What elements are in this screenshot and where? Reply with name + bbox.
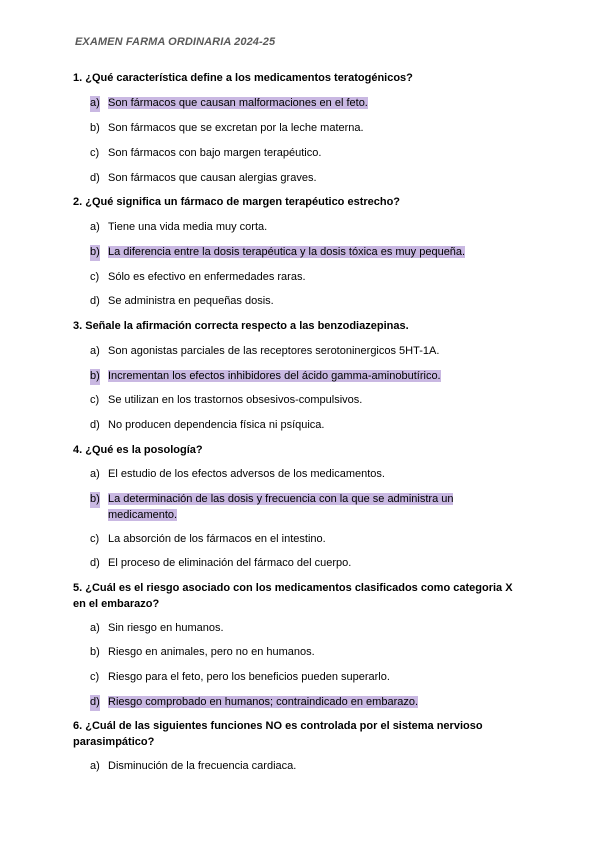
question-4-option-b <box>90 492 480 523</box>
option-text: Son fármacos que causan malformaciones en el feto. <box>108 97 368 109</box>
question-1-option-c <box>90 146 480 162</box>
question-1-title: 1. ¿Qué característica define a los medicamentos teratogénicos? <box>73 72 413 84</box>
question-5-option-d <box>90 695 480 711</box>
option-text: No producen dependencia física ni psíquica. <box>108 419 325 431</box>
question-6-option-a <box>90 759 480 775</box>
option-text: Riesgo para el feto, pero los beneficios pueden superarlo. <box>108 671 390 683</box>
question-1-option-b <box>90 121 480 137</box>
question-2-option-c <box>90 270 480 286</box>
option-letter: b) <box>90 245 100 261</box>
option-text: Disminución de la frecuencia cardiaca. <box>108 760 297 772</box>
option-text: Riesgo comprobado en humanos; contraindicado en embarazo. <box>108 696 419 708</box>
question-6-title: 6. ¿Cuál de las siguientes funciones NO es controlada por el sistema nervioso parasimpático? <box>73 720 483 748</box>
option-text: Tiene una vida media muy corta. <box>108 221 268 233</box>
option-letter: a) <box>90 622 100 634</box>
option-letter: a) <box>90 760 100 772</box>
question-4-option-c <box>90 532 480 548</box>
option-text: La determinación de las dosis y frecuencia con la que se administra un medicamento. <box>108 493 454 521</box>
option-text: Son fármacos que se excretan por la leche materna. <box>108 122 364 134</box>
question-3-option-a <box>90 344 480 360</box>
option-text: Son fármacos que causan alergias graves. <box>108 172 317 184</box>
option-text: Sin riesgo en humanos. <box>108 622 224 634</box>
question-3-option-d <box>90 418 480 434</box>
option-letter: c) <box>90 671 100 683</box>
option-text: Son agonistas parciales de las receptores serotoninergicos 5HT-1A. <box>108 345 440 357</box>
option-letter: b) <box>90 492 100 508</box>
option-letter: c) <box>90 147 100 159</box>
option-text: Riesgo en animales, pero no en humanos. <box>108 646 315 658</box>
question-3-option-b <box>90 369 480 385</box>
question-2-title: 2. ¿Qué significa un fármaco de margen terapéutico estrecho? <box>73 196 401 208</box>
option-letter: d) <box>90 695 100 711</box>
question-4-option-a <box>90 467 480 483</box>
question-1-option-a <box>90 96 480 112</box>
question-2-option-d <box>90 294 480 310</box>
option-text: El estudio de los efectos adversos de los medicamentos. <box>108 468 385 480</box>
option-text: Se administra en pequeñas dosis. <box>108 295 274 307</box>
option-letter: d) <box>90 172 100 184</box>
option-letter: a) <box>90 345 100 357</box>
question-3-title: 3. Señale la afirmación correcta respecto a las benzodiazepinas. <box>73 320 409 332</box>
option-text: Son fármacos con bajo margen terapéutico. <box>108 147 322 159</box>
option-letter: a) <box>90 468 100 480</box>
question-5-option-a <box>90 621 480 637</box>
question-5-option-c <box>90 670 480 686</box>
option-letter: d) <box>90 295 100 307</box>
option-text: Sólo es efectivo en enfermedades raras. <box>108 271 306 283</box>
option-text: Incrementan los efectos inhibidores del ácido gamma-aminobutírico. <box>108 370 441 382</box>
option-letter: a) <box>90 221 100 233</box>
question-3-option-c <box>90 393 480 409</box>
question-4-option-d <box>90 556 480 572</box>
option-letter: c) <box>90 271 100 283</box>
option-letter: b) <box>90 369 100 385</box>
question-5-title: 5. ¿Cuál es el riesgo asociado con los medicamentos clasificados como categoria X en el embarazo? <box>73 582 513 610</box>
option-letter: d) <box>90 419 100 431</box>
question-1-option-d <box>90 171 480 187</box>
option-letter: d) <box>90 557 100 569</box>
option-letter: a) <box>90 96 100 112</box>
option-text: La absorción de los fármacos en el intestino. <box>108 533 326 545</box>
question-4-title: 4. ¿Qué es la posología? <box>73 444 203 456</box>
option-text: El proceso de eliminación del fármaco del cuerpo. <box>108 557 352 569</box>
document-title: EXAMEN FARMA ORDINARIA 2024-25 <box>75 36 276 48</box>
option-letter: b) <box>90 122 100 134</box>
question-2-option-b <box>90 245 480 261</box>
question-2-option-a <box>90 220 480 236</box>
option-text: Se utilizan en los trastornos obsesivos-compulsivos. <box>108 394 363 406</box>
option-letter: c) <box>90 394 100 406</box>
option-text: La diferencia entre la dosis terapéutica y la dosis tóxica es muy pequeña. <box>108 246 466 258</box>
option-letter: b) <box>90 646 100 658</box>
question-5-option-b <box>90 645 480 661</box>
option-letter: c) <box>90 533 100 545</box>
